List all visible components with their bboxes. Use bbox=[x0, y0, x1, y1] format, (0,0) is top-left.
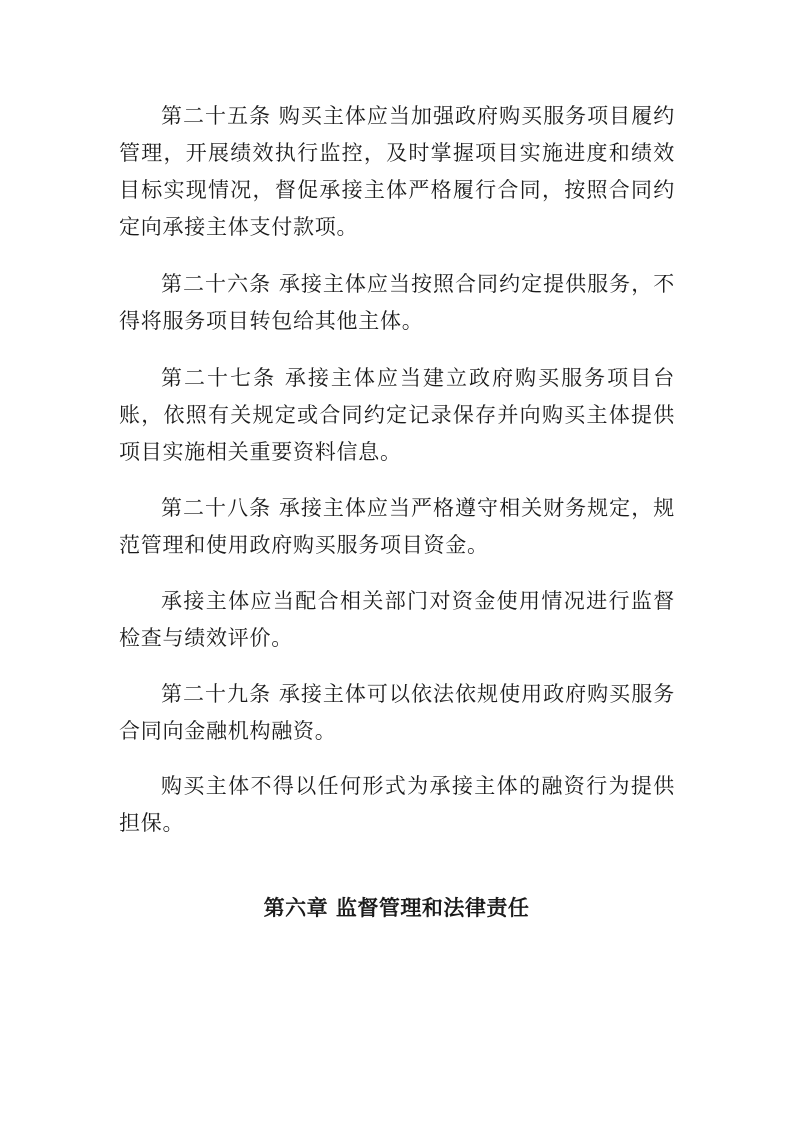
article-28-continuation-paragraph: 承接主体应当配合相关部门对资金使用情况进行监督检查与绩效评价。 bbox=[119, 589, 675, 650]
article-29-paragraph: 第二十九条 承接主体可以依法依规使用政府购买服务合同向金融机构融资。 bbox=[119, 682, 675, 743]
article-28-paragraph: 第二十八条 承接主体应当严格遵守相关财务规定，规范管理和使用政府购买服务项目资金。 bbox=[119, 496, 675, 557]
article-27-paragraph: 第二十七条 承接主体应当建立政府购买服务项目台账，依照有关规定或合同约定记录保存并向购买主体提供项目实施相关重要资料信息。 bbox=[119, 366, 675, 464]
chapter-heading: 第六章 监督管理和法律责任 bbox=[263, 896, 530, 920]
article-29-continuation-paragraph: 购买主体不得以任何形式为承接主体的融资行为提供担保。 bbox=[119, 774, 675, 835]
article-25-paragraph: 第二十五条 购买主体应当加强政府购买服务项目履约管理，开展绩效执行监控，及时掌握项目实施进度和绩效目标实现情况，督促承接主体严格履行合同，按照合同约定向承接主体支付款项。 bbox=[119, 104, 675, 239]
article-26-paragraph: 第二十六条 承接主体应当按照合同约定提供服务，不得将服务项目转包给其他主体。 bbox=[119, 272, 675, 333]
